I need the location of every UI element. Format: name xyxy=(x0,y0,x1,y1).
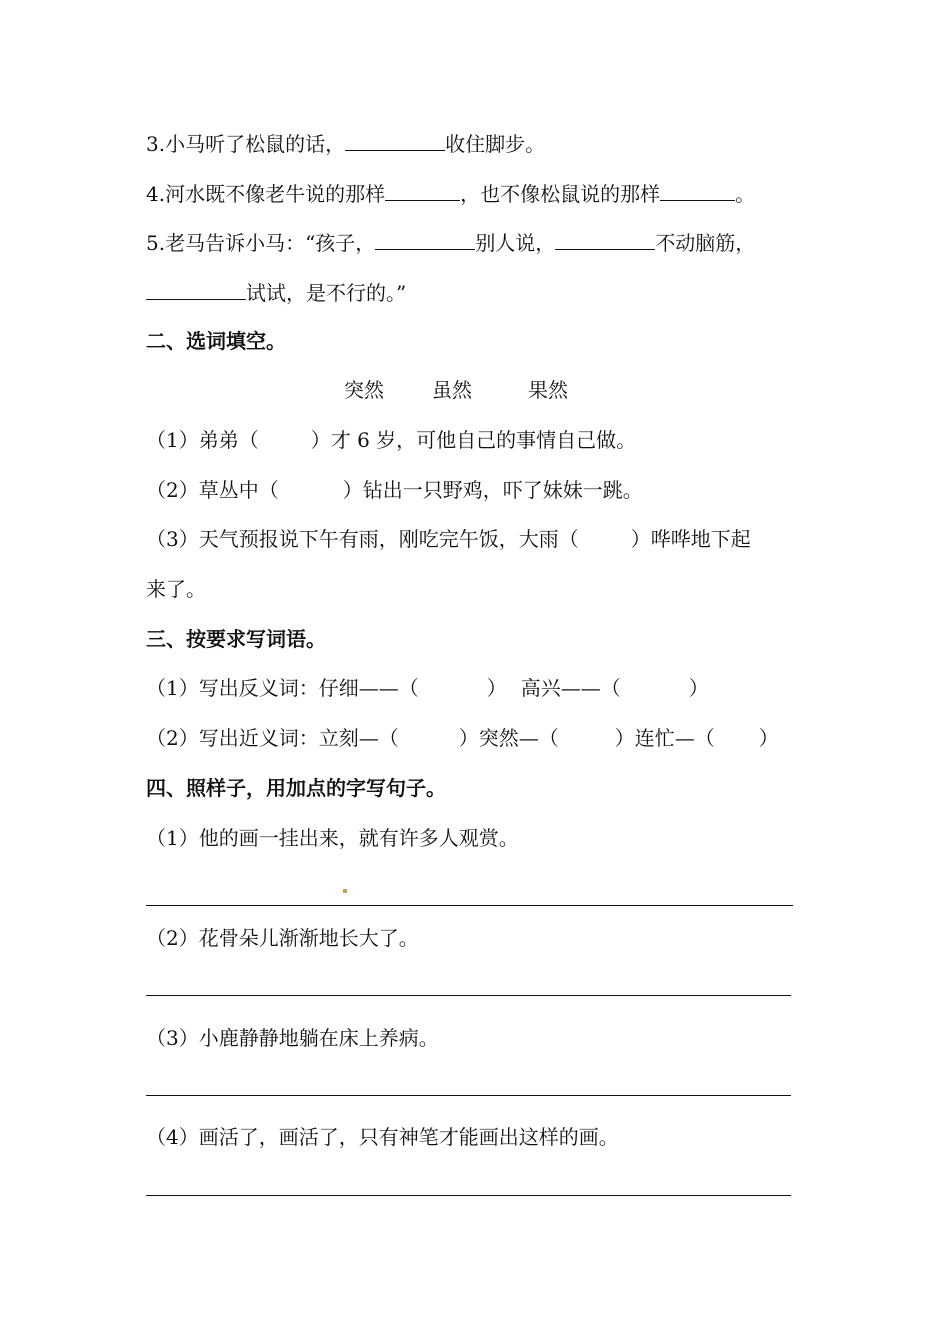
sentence-item-1: （1）他的画一挂出来，就有许多人观赏。 xyxy=(146,826,519,850)
answer-line[interactable] xyxy=(146,1095,791,1096)
fill-item-3-continued: 来了。 xyxy=(146,577,206,601)
section-2-title: 二、选词填空。 xyxy=(146,329,286,353)
fill-item-text: （2）草丛中（ xyxy=(146,478,279,502)
sentence-item-3: （3）小鹿静静地躺在床上养病。 xyxy=(146,1026,439,1050)
fill-item-1 xyxy=(146,428,636,452)
answer-blank[interactable] xyxy=(146,279,246,300)
question-5-text-end: 不动脑筋， xyxy=(655,231,756,255)
section-4-title: 四、照样子，用加点的字写句子。 xyxy=(146,776,446,800)
word-bank-item: 虽然 xyxy=(432,378,472,402)
antonym-paren-2: ） xyxy=(688,676,709,700)
sentence-item-2: （2）花骨朵儿渐渐地长大了。 xyxy=(146,926,419,950)
answer-blank[interactable] xyxy=(375,229,475,250)
answer-line[interactable] xyxy=(146,905,793,906)
question-5-text-cont: 试试，是不行的。” xyxy=(246,281,407,305)
answer-blank[interactable] xyxy=(385,180,460,201)
question-5-continued xyxy=(146,279,406,305)
answer-blank[interactable] xyxy=(345,130,445,151)
antonym-text: （1）写出反义词：仔细——（ xyxy=(146,676,419,700)
question-3 xyxy=(146,130,545,156)
synonym-paren-end: ） xyxy=(758,726,779,750)
question-4-text-mid: ，也不像松鼠说的那样 xyxy=(460,182,661,206)
question-3-text: 3.小马听了松鼠的话， xyxy=(146,132,346,156)
word-bank xyxy=(344,378,568,402)
sentence-item-4: （4）画活了，画活了，只有神笔才能画出这样的画。 xyxy=(146,1125,619,1149)
fill-item-2 xyxy=(146,478,643,502)
section-3-title: 三、按要求写词语。 xyxy=(146,627,326,651)
antonym-item xyxy=(146,676,709,700)
question-5 xyxy=(146,229,755,255)
answer-blank[interactable] xyxy=(555,229,655,250)
answer-line[interactable] xyxy=(146,1195,791,1196)
synonym-text-2: ）突然—（ xyxy=(458,726,559,750)
fill-item-3 xyxy=(146,527,751,551)
fill-item-text: （1）弟弟（ xyxy=(146,428,259,452)
antonym-paren: ） xyxy=(486,676,507,700)
emphasis-dot xyxy=(343,889,347,893)
question-4-text-end: 。 xyxy=(735,182,756,206)
question-5-text-mid: 别人说， xyxy=(475,231,556,255)
question-4 xyxy=(146,180,755,206)
fill-item-text-end: ）才 6 岁，可他自己的事情自己做。 xyxy=(310,428,637,452)
word-bank-item: 果然 xyxy=(528,378,568,402)
word-bank-item: 突然 xyxy=(344,378,384,402)
question-4-text: 4.河水既不像老牛说的那样 xyxy=(146,182,386,206)
answer-line[interactable] xyxy=(146,995,791,996)
fill-item-text-end: ）哗哗地下起 xyxy=(630,527,751,551)
synonym-item xyxy=(146,726,779,750)
fill-item-text: （3）天气预报说下午有雨，刚吃完午饭，大雨（ xyxy=(146,527,579,551)
synonym-text: （2）写出近义词：立刻—（ xyxy=(146,726,399,750)
antonym-text-2: 高兴——（ xyxy=(520,676,621,700)
question-3-text-end: 收住脚步。 xyxy=(445,132,546,156)
fill-item-text-end: ）钻出一只野鸡，吓了妹妹一跳。 xyxy=(342,478,643,502)
synonym-text-3: ）连忙—（ xyxy=(614,726,715,750)
answer-blank[interactable] xyxy=(660,180,735,201)
question-5-text: 5.老马告诉小马：“孩子， xyxy=(146,231,376,255)
